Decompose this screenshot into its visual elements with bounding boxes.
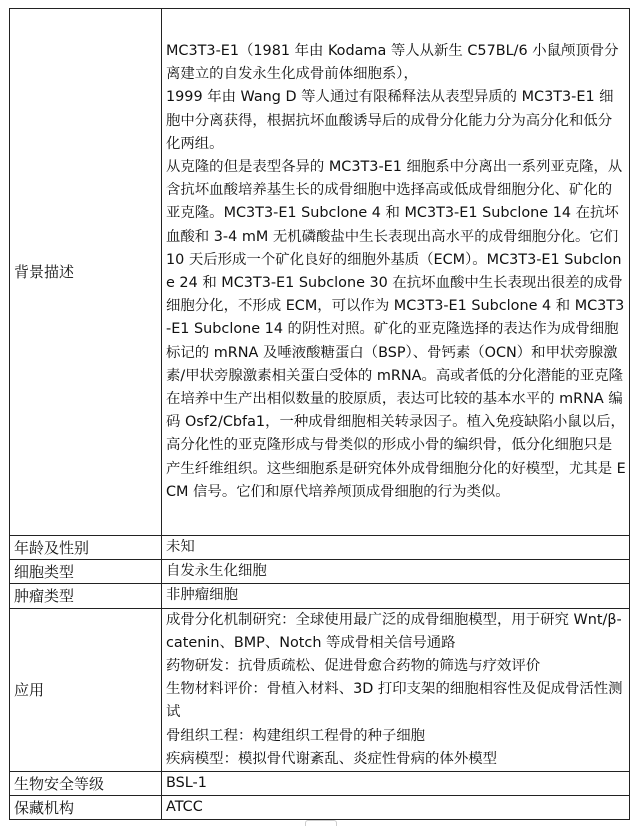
row-age-sex xyxy=(10,536,630,560)
label-depository: 保藏机构 xyxy=(10,796,162,820)
value-application xyxy=(162,608,630,771)
value-depository: ATCC xyxy=(162,796,630,820)
label-tumor-type: 肿瘤类型 xyxy=(10,584,162,608)
value-cell-type: 自发永生化细胞 xyxy=(162,560,630,584)
value-age-sex: 未知 xyxy=(162,536,630,560)
application-line-2: 药物研发：抗骨质疏松、促进骨愈合药物的筛选与疗效评价 xyxy=(166,658,541,675)
value-background xyxy=(162,9,630,536)
label-biosafety: 生物安全等级 xyxy=(10,772,162,796)
row-background xyxy=(10,9,630,536)
application-line-4: 骨组织工程：构建组织工程骨的种子细胞 xyxy=(166,727,426,744)
application-line-3: 生物材料评价：骨植入材料、3D 打印支架的细胞相容性及促成骨活性测试 xyxy=(166,681,623,721)
page-edge-marker xyxy=(305,820,337,826)
cell-line-info-table xyxy=(9,8,630,820)
background-paragraph-1: MC3T3-E1（1981 年由 Kodama 等人从新生 C57BL/6 小鼠颅顶骨分离建立的自发永生化成骨前体细胞系）， xyxy=(166,42,619,83)
value-tumor-type: 非肿瘤细胞 xyxy=(162,584,630,608)
background-paragraph-2: 1999 年由 Wang D 等人通过有限稀释法从表型异质的 MC3T3-E1 细胞中分离获得，根据抗坏血酸诱导后的成骨分化能力分为高分化和低分化两组。 xyxy=(166,89,614,152)
application-line-1: 成骨分化机制研究：全球使用最广泛的成骨细胞模型，用于研究 Wnt/β-catenin、BMP、Notch 等成骨相关信号通路 xyxy=(166,611,622,651)
label-age-sex: 年龄及性别 xyxy=(10,536,162,560)
row-depository xyxy=(10,796,630,820)
background-paragraph-3: 从克隆的但是表型各异的 MC3T3-E1 细胞系中分离出一系列亚克隆，从含抗坏血酸培养基生长的成骨细胞中选择高或低成骨细胞分化、矿化的亚克隆。MC3T3-E1 Subclone 4 和 MC3T3-E1 Subclone 14 在抗坏血酸和 3-4 mM 无机磷酸盐中生长表现出高水平的成骨细胞分化。它们 10 天后形成一个矿化良好的细胞外基质（ECM）。MC3T3-E1 Subclone 24 和 MC3T3-E1 Subclone 30 在抗坏血酸中生长表现出很差的成骨细胞分化，不形成 ECM，可以作为 MC3T3-E1 Subclone 4 和 MC3T3-E1 Subclone 14 的阴性对照。矿化的亚克隆选择的表达作为成骨细胞标记的 mRNA 及唾液酸糖蛋白（BSP）、骨钙素（OCN）和甲状旁腺激素/甲状旁腺激素相关蛋白受体的 mRNA。高或者低的分化潜能的亚克隆在培养中生产出相似数量的胶原质，表达可比较的基本水平的 mRNA 编码 Osf2/Cbfa1，一种成骨细胞相关转录因子。植入免疫缺陷小鼠以后，高分化性的亚克隆形成与骨类似的形成小骨的编织骨，低分化细胞只是产生纤维组织。这些细胞系是研究体外成骨细胞分化的好模型，尤其是 ECM 信号。它们和原代培养颅顶成骨细胞的行为类似。 xyxy=(166,158,626,500)
row-cell-type xyxy=(10,560,630,584)
label-background: 背景描述 xyxy=(10,9,162,536)
label-application: 应用 xyxy=(10,608,162,771)
application-line-5: 疾病模型：模拟骨代谢紊乱、炎症性骨病的体外模型 xyxy=(166,750,497,767)
value-biosafety: BSL-1 xyxy=(162,772,630,796)
row-tumor-type xyxy=(10,584,630,608)
label-cell-type: 细胞类型 xyxy=(10,560,162,584)
row-application xyxy=(10,608,630,771)
row-biosafety xyxy=(10,772,630,796)
